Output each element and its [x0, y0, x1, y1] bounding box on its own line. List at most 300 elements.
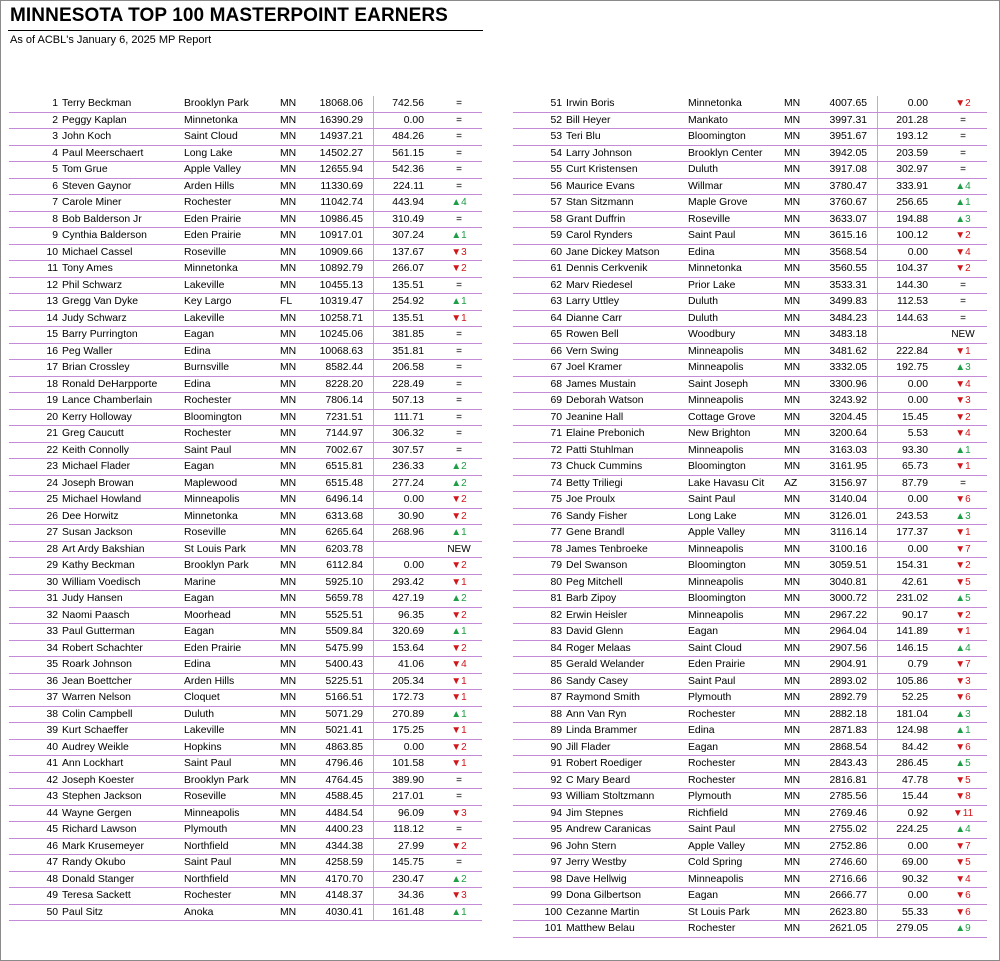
- masterpoints-gain: 42.61: [901, 576, 928, 588]
- player-city: Plymouth: [688, 791, 732, 802]
- rank-change: [943, 855, 983, 872]
- rank-cell: 63: [550, 296, 562, 307]
- player-state: MN: [784, 593, 801, 604]
- masterpoints-gain: 30.90: [397, 510, 424, 522]
- masterpoints-gain: 0.79: [907, 659, 928, 670]
- player-state: MN: [280, 378, 297, 390]
- rank-cell: 7: [52, 197, 58, 208]
- masterpoints-gain: 206.58: [392, 362, 424, 373]
- player-state: MN: [280, 708, 297, 720]
- player-city: Arden Hills: [184, 675, 235, 687]
- masterpoints-total: 7144.97: [325, 428, 363, 439]
- rank-change: [439, 245, 479, 262]
- masterpoints-gain: 203.59: [896, 147, 928, 159]
- column-divider: [373, 525, 374, 542]
- masterpoints-total: 3000.72: [829, 593, 867, 604]
- rank-change: [439, 624, 479, 641]
- rank-cell: 29: [46, 560, 58, 571]
- rank-change: [439, 575, 479, 592]
- masterpoints-total: 2882.18: [829, 708, 867, 720]
- player-city: Saint Joseph: [688, 378, 749, 390]
- arrow-down-icon: ▼: [451, 758, 462, 769]
- player-name: Art Ardy Bakshian: [62, 543, 145, 555]
- player-state: MN: [784, 824, 801, 835]
- arrow-down-icon: ▼: [451, 642, 462, 654]
- player-city: Saint Paul: [688, 230, 736, 241]
- arrow-down-icon: ▼: [451, 807, 462, 819]
- arrow-up-icon: ▲: [955, 642, 966, 654]
- column-divider: [877, 311, 878, 328]
- rank-change-amount: 3: [965, 675, 971, 687]
- column-divider: [877, 327, 878, 344]
- rank-change-amount: 1: [461, 675, 467, 687]
- column-divider: [877, 740, 878, 757]
- arrow-down-icon: ▼: [451, 609, 462, 621]
- player-name: Michael Howland: [62, 494, 142, 505]
- no-change-mark: =: [456, 213, 462, 225]
- rank-change: [943, 410, 983, 427]
- masterpoints-total: 14937.21: [319, 131, 363, 142]
- rank-change-amount: 2: [461, 609, 467, 621]
- masterpoints-gain: 161.48: [392, 906, 424, 918]
- player-city: Minneapolis: [688, 395, 744, 406]
- masterpoints-gain: 193.12: [896, 131, 928, 142]
- masterpoints-gain: 236.33: [392, 461, 424, 472]
- arrow-down-icon: ▼: [451, 246, 462, 258]
- player-name: Barry Purrington: [62, 329, 138, 340]
- player-state: MN: [280, 543, 297, 555]
- arrow-down-icon: ▼: [955, 378, 966, 390]
- player-city: Minneapolis: [688, 345, 744, 357]
- column-divider: [877, 690, 878, 707]
- rank-cell: 4: [52, 147, 58, 159]
- player-name: Joel Kramer: [566, 362, 623, 373]
- column-divider: [373, 492, 374, 509]
- player-state: MN: [280, 494, 297, 505]
- rank-cell: 95: [550, 824, 562, 835]
- masterpoints-gain: 154.31: [896, 560, 928, 571]
- column-divider: [877, 377, 878, 394]
- player-state: MN: [784, 659, 801, 670]
- page-subtitle: As of ACBL's January 6, 2025 MP Report: [10, 34, 212, 46]
- rank-change: [439, 657, 479, 674]
- arrow-up-icon: ▲: [955, 593, 966, 604]
- masterpoints-total: 6265.64: [325, 527, 363, 538]
- player-state: MN: [280, 263, 297, 274]
- rank-change-amount: 4: [965, 428, 971, 439]
- player-state: MN: [784, 543, 801, 555]
- no-change-mark: =: [456, 180, 462, 192]
- arrow-down-icon: ▼: [451, 840, 462, 852]
- rank-change-amount: 1: [461, 692, 467, 703]
- masterpoints-gain: 0.00: [403, 494, 424, 505]
- rank-change-amount: 2: [461, 741, 467, 753]
- player-name: Dianne Carr: [566, 312, 623, 324]
- player-name: Donald Stanger: [62, 873, 135, 885]
- player-state: MN: [280, 428, 297, 439]
- arrow-up-icon: ▲: [955, 923, 966, 934]
- player-city: Roseville: [184, 246, 227, 258]
- arrow-up-icon: ▲: [955, 725, 966, 736]
- rank-cell: 58: [550, 213, 562, 225]
- rank-change-amount: 4: [965, 246, 971, 258]
- rank-change-amount: 1: [965, 725, 971, 736]
- masterpoints-gain: 228.49: [392, 378, 424, 390]
- column-divider: [373, 872, 374, 889]
- rank-change: [943, 575, 983, 592]
- player-city: Woodbury: [688, 329, 736, 340]
- arrow-up-icon: ▲: [451, 296, 462, 307]
- rank-change: [439, 476, 479, 493]
- column-divider: [373, 129, 374, 146]
- masterpoints-gain: 135.51: [392, 312, 424, 324]
- arrow-down-icon: ▼: [955, 98, 966, 109]
- column-divider: [877, 641, 878, 658]
- masterpoints-total: 5475.99: [325, 642, 363, 654]
- rank-cell: 24: [46, 477, 58, 489]
- column-divider: [373, 393, 374, 410]
- rank-change-amount: 1: [461, 725, 467, 736]
- player-state: MN: [280, 197, 297, 208]
- rank-change-amount: 3: [965, 213, 971, 225]
- arrow-up-icon: ▲: [955, 197, 966, 208]
- arrow-down-icon: ▼: [955, 857, 966, 868]
- column-divider: [877, 558, 878, 575]
- arrow-down-icon: ▼: [451, 659, 462, 670]
- column-divider: [877, 146, 878, 163]
- player-state: MN: [280, 906, 297, 918]
- masterpoints-gain: 15.44: [901, 791, 928, 802]
- player-state: MN: [784, 840, 801, 852]
- player-name: Dave Hellwig: [566, 873, 627, 885]
- rank-cell: 68: [550, 378, 562, 390]
- masterpoints-total: 6203.78: [325, 543, 363, 555]
- column-divider: [373, 855, 374, 872]
- column-divider: [373, 245, 374, 262]
- column-divider: [373, 756, 374, 773]
- masterpoints-gain: 286.45: [896, 758, 928, 769]
- rank-change-amount: 2: [965, 411, 971, 423]
- masterpoints-total: 2967.22: [829, 609, 867, 621]
- no-change-mark: =: [456, 774, 462, 786]
- rank-change: [943, 641, 983, 658]
- rank-cell: 18: [46, 378, 58, 390]
- rank-cell: 17: [46, 362, 58, 373]
- player-name: Randy Okubo: [62, 857, 126, 868]
- player-name: Michael Flader: [62, 461, 131, 472]
- masterpoints-gain: 0.00: [907, 395, 928, 406]
- masterpoints-total: 10917.01: [319, 230, 363, 241]
- rank-change: [943, 839, 983, 856]
- masterpoints-gain: 561.15: [392, 147, 424, 159]
- rank-cell: 84: [550, 642, 562, 654]
- rank-change-amount: 2: [461, 477, 467, 489]
- player-name: Linda Brammer: [566, 725, 638, 736]
- column-divider: [373, 773, 374, 790]
- column-divider: [373, 641, 374, 658]
- rank-change: [439, 591, 479, 608]
- rank-change-amount: 1: [461, 230, 467, 241]
- player-state: MN: [784, 428, 801, 439]
- masterpoints-gain: 427.19: [392, 593, 424, 604]
- rank-change: [439, 492, 479, 509]
- player-city: Anoka: [184, 906, 214, 918]
- rank-cell: 16: [46, 345, 58, 357]
- player-state: MN: [280, 131, 297, 142]
- rank-cell: 38: [46, 708, 58, 720]
- rank-cell: 96: [550, 840, 562, 852]
- player-name: Kurt Schaeffer: [62, 725, 129, 736]
- player-state: MN: [280, 824, 297, 835]
- masterpoints-gain: 87.79: [901, 477, 928, 489]
- masterpoints-gain: 310.49: [392, 213, 424, 225]
- rank-change-amount: 1: [461, 758, 467, 769]
- masterpoints-total: 3156.97: [829, 477, 867, 489]
- player-state: MN: [784, 873, 801, 885]
- arrow-down-icon: ▼: [955, 395, 966, 406]
- rank-change-amount: 1: [461, 626, 467, 637]
- column-divider: [373, 905, 374, 922]
- masterpoints-total: 3633.07: [829, 213, 867, 225]
- rank-change-amount: 1: [965, 444, 971, 456]
- arrow-down-icon: ▼: [451, 675, 462, 687]
- no-change-mark: =: [456, 98, 462, 109]
- column-divider: [373, 839, 374, 856]
- player-city: Long Lake: [688, 510, 737, 522]
- arrow-up-icon: ▲: [451, 708, 462, 720]
- rank-cell: 85: [550, 659, 562, 670]
- column-divider: [877, 261, 878, 278]
- rank-change-amount: 3: [461, 807, 467, 819]
- masterpoints-total: 3499.83: [829, 296, 867, 307]
- player-city: Brooklyn Center: [688, 147, 763, 159]
- rank-change-amount: 5: [965, 857, 971, 868]
- player-name: Joseph Browan: [62, 477, 134, 489]
- arrow-up-icon: ▲: [955, 758, 966, 769]
- column-divider: [373, 476, 374, 493]
- player-city: Saint Paul: [688, 494, 736, 505]
- player-state: MN: [784, 857, 801, 868]
- rank-change: [943, 905, 983, 922]
- masterpoints-total: 2892.79: [829, 692, 867, 703]
- rank-cell: 81: [550, 593, 562, 604]
- rank-change: [943, 179, 983, 196]
- masterpoints-total: 3533.31: [829, 279, 867, 291]
- player-state: MN: [280, 527, 297, 538]
- masterpoints-total: 5225.51: [325, 675, 363, 687]
- masterpoints-gain: 52.25: [901, 692, 928, 703]
- arrow-up-icon: ▲: [955, 708, 966, 720]
- masterpoints-total: 4796.46: [325, 758, 363, 769]
- rank-cell: 35: [46, 659, 58, 670]
- column-divider: [877, 459, 878, 476]
- masterpoints-total: 3780.47: [829, 180, 867, 192]
- rank-change: [943, 344, 983, 361]
- masterpoints-gain: 231.02: [896, 593, 928, 604]
- rank-cell: 51: [550, 98, 562, 109]
- arrow-down-icon: ▼: [955, 411, 966, 423]
- no-change-mark: =: [960, 147, 966, 159]
- column-divider: [373, 888, 374, 905]
- masterpoints-gain: 205.34: [392, 675, 424, 687]
- new-badge: NEW: [447, 543, 471, 555]
- rank-change: [439, 608, 479, 625]
- rank-change-amount: 1: [461, 527, 467, 538]
- rank-change: [943, 525, 983, 542]
- rank-cell: 40: [46, 741, 58, 753]
- rank-cell: 74: [550, 477, 562, 489]
- player-name: Betty Triliegi: [566, 477, 623, 489]
- player-name: Gregg Van Dyke: [62, 296, 139, 307]
- player-city: Rochester: [184, 395, 232, 406]
- rank-cell: 92: [550, 774, 562, 786]
- arrow-up-icon: ▲: [451, 527, 462, 538]
- player-city: Lakeville: [184, 279, 225, 291]
- column-divider: [877, 525, 878, 542]
- player-city: Willmar: [688, 180, 723, 192]
- rank-cell: 83: [550, 626, 562, 637]
- player-city: Bloomington: [688, 131, 746, 142]
- no-change-mark: =: [960, 114, 966, 126]
- player-name: Lance Chamberlain: [62, 395, 153, 406]
- masterpoints-total: 10455.13: [319, 279, 363, 291]
- rank-change: [439, 558, 479, 575]
- rank-change-amount: 5: [965, 758, 971, 769]
- column-divider: [373, 690, 374, 707]
- column-divider: [373, 542, 374, 559]
- no-change-mark: =: [960, 477, 966, 489]
- masterpoints-gain: 181.04: [896, 708, 928, 720]
- masterpoints-gain: 507.13: [392, 395, 424, 406]
- player-city: Roseville: [184, 791, 227, 802]
- masterpoints-total: 3568.54: [829, 246, 867, 258]
- masterpoints-gain: 47.78: [901, 774, 928, 786]
- column-divider: [877, 443, 878, 460]
- player-name: Jeanine Hall: [566, 411, 624, 423]
- rank-change-amount: 4: [965, 642, 971, 654]
- player-city: Brooklyn Park: [184, 98, 249, 109]
- masterpoints-gain: 145.75: [392, 857, 424, 868]
- arrow-up-icon: ▲: [451, 461, 462, 472]
- player-name: William Stoltzmann: [566, 791, 655, 802]
- arrow-down-icon: ▼: [451, 890, 462, 901]
- player-state: MN: [280, 774, 297, 786]
- player-city: Prior Lake: [688, 279, 736, 291]
- masterpoints-gain: 194.88: [896, 213, 928, 225]
- player-state: MN: [784, 197, 801, 208]
- rank-change-amount: 2: [461, 642, 467, 654]
- masterpoints-gain: 90.17: [901, 609, 928, 621]
- rank-change: [439, 839, 479, 856]
- player-state: MN: [280, 164, 297, 175]
- player-city: Hopkins: [184, 741, 222, 753]
- player-state: MN: [784, 510, 801, 522]
- masterpoints-gain: 320.69: [392, 626, 424, 637]
- rank-change: [943, 707, 983, 724]
- rank-change: [943, 195, 983, 212]
- player-city: Eden Prairie: [184, 230, 242, 241]
- player-city: Long Lake: [184, 147, 233, 159]
- rank-change: [439, 294, 479, 311]
- player-state: MN: [280, 609, 297, 621]
- rank-cell: 89: [550, 725, 562, 736]
- player-city: Rochester: [688, 708, 736, 720]
- masterpoints-total: 3483.18: [829, 329, 867, 340]
- player-name: Jean Boettcher: [62, 675, 132, 687]
- masterpoints-total: 3059.51: [829, 560, 867, 571]
- rank-cell: 13: [46, 296, 58, 307]
- masterpoints-gain: 27.99: [397, 840, 424, 852]
- player-state: MN: [280, 758, 297, 769]
- rank-change-amount: 3: [965, 362, 971, 373]
- column-divider: [373, 195, 374, 212]
- rank-change: [943, 674, 983, 691]
- column-divider: [877, 492, 878, 509]
- player-city: Roseville: [184, 527, 227, 538]
- no-change-mark: =: [456, 329, 462, 340]
- player-city: Cloquet: [184, 692, 220, 703]
- masterpoints-total: 5166.51: [325, 692, 363, 703]
- masterpoints-total: 2871.83: [829, 725, 867, 736]
- masterpoints-gain: 135.51: [392, 279, 424, 291]
- masterpoints-total: 3100.16: [829, 543, 867, 555]
- column-divider: [877, 674, 878, 691]
- player-name: Richard Lawson: [62, 824, 137, 835]
- arrow-down-icon: ▼: [451, 263, 462, 274]
- masterpoints-gain: 201.28: [896, 114, 928, 126]
- masterpoints-gain: 144.30: [896, 279, 928, 291]
- masterpoints-total: 6313.68: [325, 510, 363, 522]
- column-divider: [877, 344, 878, 361]
- no-change-mark: =: [456, 147, 462, 159]
- masterpoints-total: 3615.16: [829, 230, 867, 241]
- player-city: Duluth: [184, 708, 215, 720]
- column-divider: [877, 476, 878, 493]
- masterpoints-gain: 484.26: [392, 131, 424, 142]
- player-name: Kerry Holloway: [62, 411, 132, 423]
- column-divider: [373, 591, 374, 608]
- player-state: MN: [784, 180, 801, 192]
- masterpoints-gain: 443.94: [392, 197, 424, 208]
- rank-cell: 32: [46, 609, 58, 621]
- column-divider: [877, 591, 878, 608]
- player-state: MN: [784, 758, 801, 769]
- arrow-up-icon: ▲: [451, 230, 462, 241]
- rank-change-amount: 2: [461, 263, 467, 274]
- player-state: MN: [280, 213, 297, 225]
- rank-change-amount: 4: [965, 180, 971, 192]
- masterpoints-gain: 0.00: [907, 98, 928, 109]
- player-state: MN: [280, 791, 297, 802]
- no-change-mark: =: [456, 164, 462, 175]
- masterpoints-total: 11042.74: [320, 197, 363, 208]
- rank-cell: 33: [46, 626, 58, 637]
- no-change-mark: =: [456, 411, 462, 423]
- arrow-down-icon: ▼: [451, 692, 462, 703]
- player-state: MN: [784, 279, 801, 291]
- player-name: Colin Campbell: [62, 708, 133, 720]
- arrow-down-icon: ▼: [955, 428, 966, 439]
- column-divider: [877, 228, 878, 245]
- masterpoints-gain: 307.24: [392, 230, 424, 241]
- masterpoints-total: 6112.84: [326, 560, 363, 571]
- rank-cell: 49: [46, 890, 58, 901]
- player-city: Eagan: [688, 890, 719, 901]
- arrow-down-icon: ▼: [451, 725, 462, 736]
- rank-change-amount: 6: [965, 906, 971, 918]
- no-change-mark: =: [456, 114, 462, 126]
- rank-cell: 69: [550, 395, 562, 406]
